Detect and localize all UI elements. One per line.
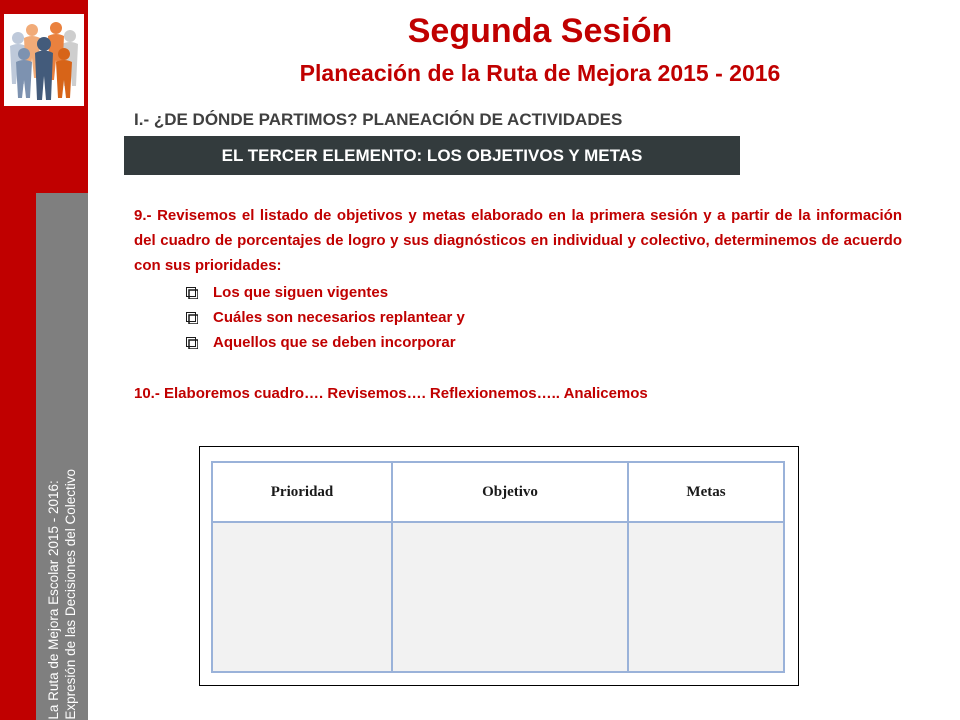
instruction-paragraph: 9.- Revisemos el listado de objetivos y metas elaborado en la primera sesión y a partir de la información del cuadro de porcentajes de logro y sus diagnósticos en individual y colectivo, determinemos de acuerdo con sus prioridades:	[134, 207, 902, 274]
section-banner: EL TERCER ELEMENTO: LOS OBJETIVOS Y METAS	[124, 136, 740, 175]
column-header-objetivo: Objetivo	[392, 462, 628, 522]
sidebar-caption-line1: La Ruta de Mejora Escolar 2015 - 2016:	[46, 480, 61, 720]
column-header-metas: Metas	[628, 462, 784, 522]
checkbox-bullet-icon	[186, 312, 198, 324]
table-header-row	[212, 462, 784, 522]
list-item	[186, 280, 465, 305]
planning-table-frame	[199, 446, 799, 686]
table-cell-prioridad	[212, 522, 392, 672]
list-item	[186, 330, 465, 355]
table-row	[212, 522, 784, 672]
list-item-label: Los que siguen vigentes	[213, 284, 389, 301]
table-cell-objetivo	[392, 522, 628, 672]
sidebar-caption-line2: Expresión de las Decisiones del Colectivo	[63, 469, 78, 720]
list-item-label: Cuáles son necesarios replantear y	[213, 309, 465, 326]
table-cell-metas	[628, 522, 784, 672]
list-item	[186, 305, 465, 330]
list-item-label: Aquellos que se deben incorporar	[213, 334, 456, 351]
people-group-logo	[4, 14, 84, 106]
section-heading: I.- ¿DE DÓNDE PARTIMOS? PLANEACIÓN DE ACTIVIDADES	[134, 110, 623, 129]
checkbox-bullet-icon	[186, 287, 198, 299]
page-subtitle: Planeación de la Ruta de Mejora 2015 - 2016	[299, 60, 781, 86]
checkbox-bullet-icon	[186, 337, 198, 349]
checklist	[186, 280, 465, 355]
activity-paragraph: 10.- Elaboremos cuadro…. Revisemos…. Reflexionemos….. Analicemos	[134, 385, 648, 402]
planning-table	[211, 461, 785, 673]
people-group-icon	[4, 14, 84, 106]
sidebar-caption	[36, 193, 88, 720]
column-header-prioridad: Prioridad	[212, 462, 392, 522]
page-title: Segunda Sesión	[407, 12, 673, 50]
